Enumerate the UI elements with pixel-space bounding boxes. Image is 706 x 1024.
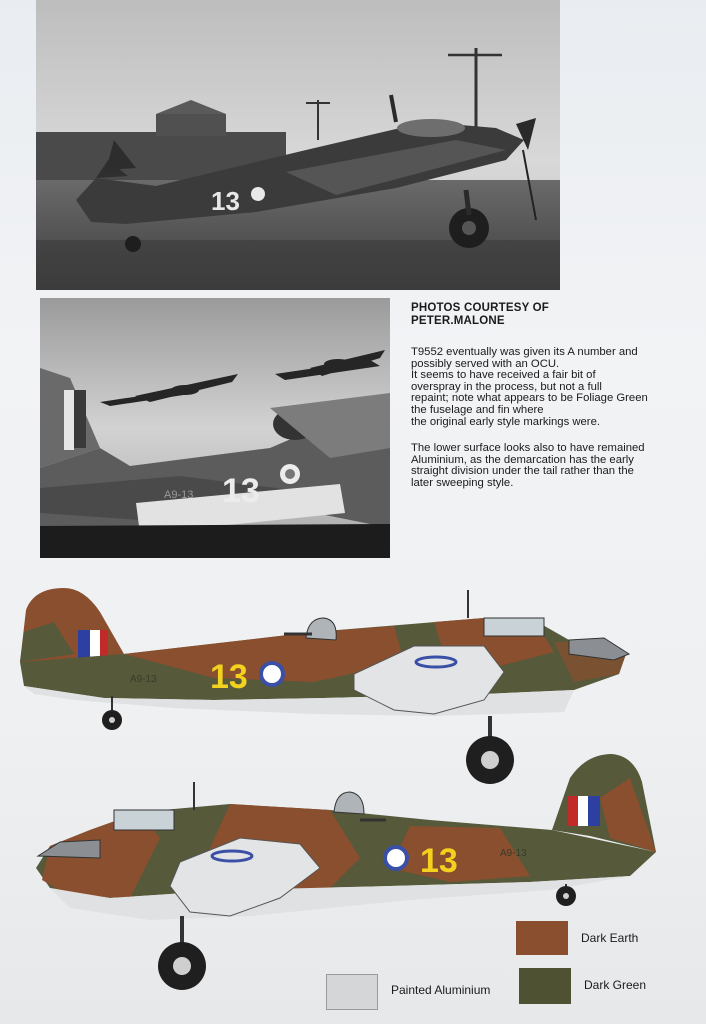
photo2-serial: A9-13 — [164, 489, 194, 501]
photo1-fuselage-number: 13 — [211, 186, 240, 216]
profile2-fuselage-number: 13 — [420, 842, 458, 880]
aircraft-photo-formation — [40, 298, 390, 558]
caption-paragraph-2: The lower surface looks also to have remained Aluminium, as the demarcation has the early straight division under the tail rather than the later sweeping style. — [411, 442, 645, 489]
profile2-serial: A9-13 — [500, 848, 527, 859]
dark-green-swatch — [519, 968, 571, 1004]
starboard-side-profile — [30, 748, 664, 998]
photo-caption — [411, 302, 696, 505]
dark-green-label: Dark Green — [584, 978, 647, 992]
dark-earth-label: Dark Earth — [581, 931, 639, 945]
aircraft-photo-ground — [36, 0, 560, 290]
caption-heading: PHOTOS COURTESY OF PETER.MALONE — [411, 302, 550, 327]
painted-aluminium-swatch — [326, 974, 378, 1010]
painted-aluminium-label: Painted Aluminium — [391, 983, 491, 997]
caption-paragraph-1: T9552 eventually was given its A number and possibly served with an OCU. It seems to have received a fair bit of overspray in the process, but not a full repaint; note what appears to be Foliage Green the fuselage and fin where the original early style markings were. — [411, 346, 648, 428]
profile1-fuselage-number: 13 — [210, 658, 248, 696]
photo2-fuselage-number: 13 — [222, 472, 260, 510]
profile1-serial: A9-13 — [130, 674, 157, 685]
dark-earth-swatch — [516, 921, 568, 955]
